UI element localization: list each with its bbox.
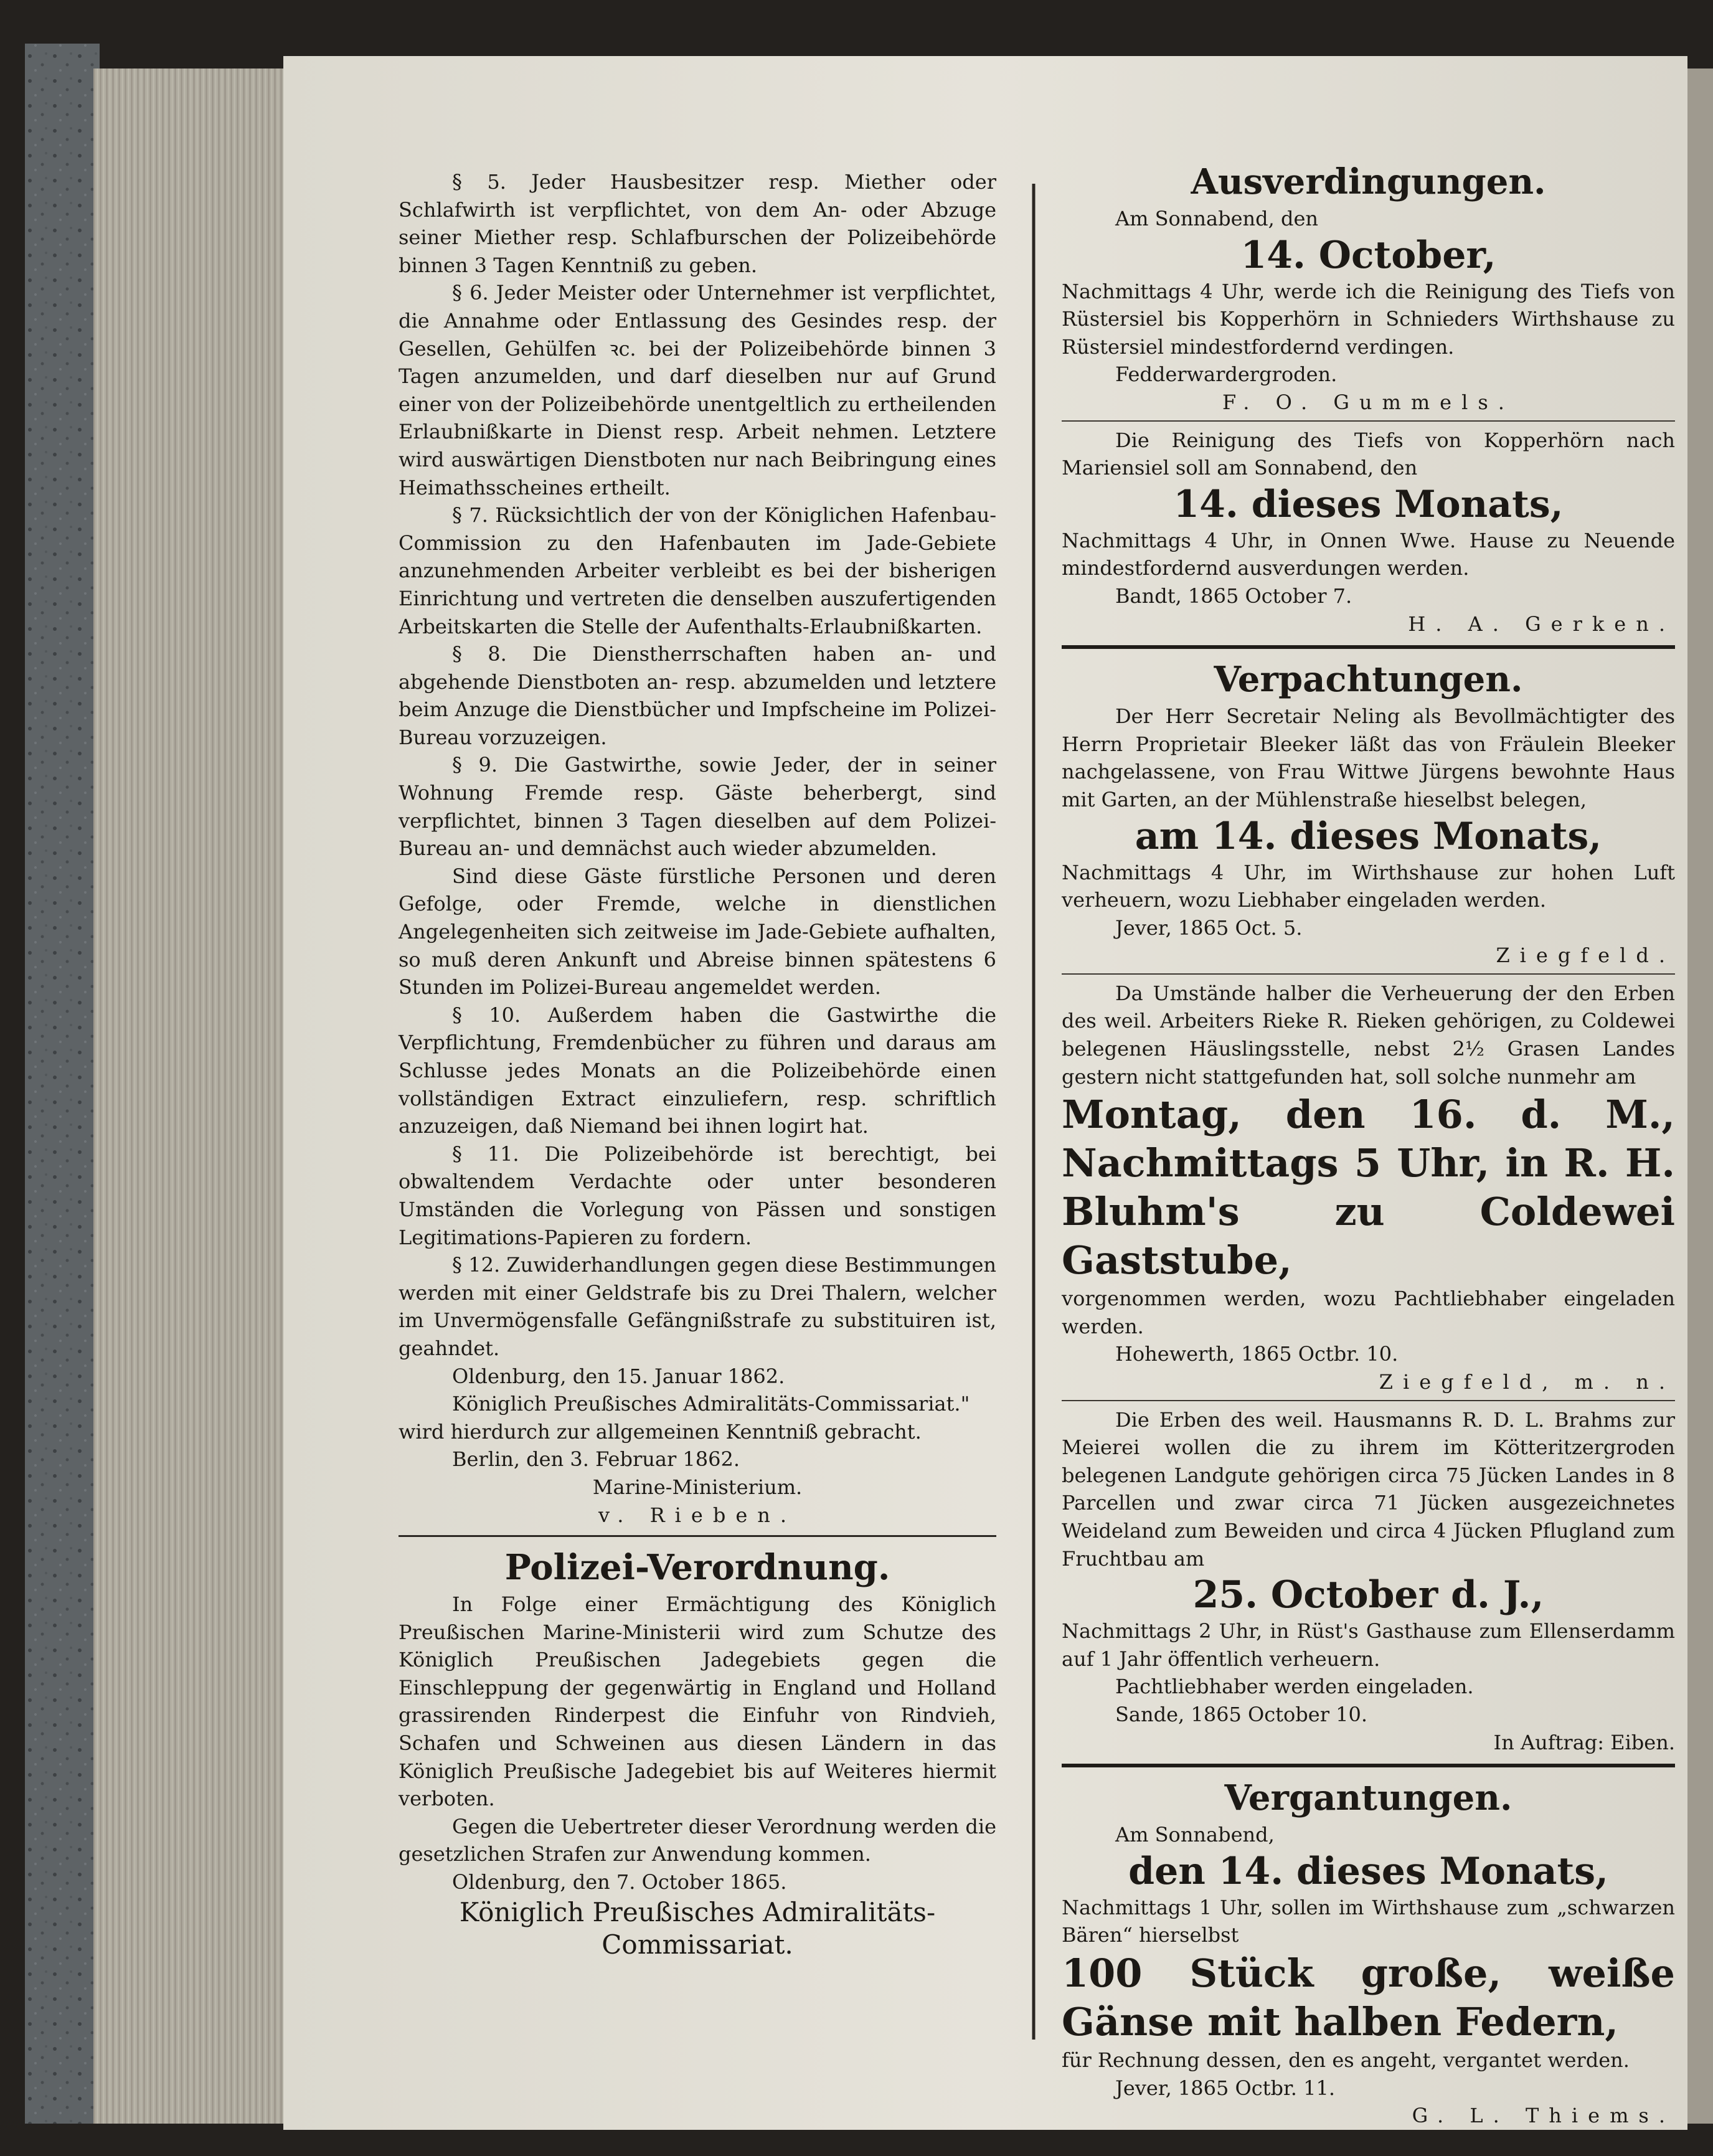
police-date: Oldenburg, den 7. October 1865. xyxy=(452,1870,787,1894)
verpachtung-1-text: Der Herr Secretair Neling als Bevollmächtigter des Herrn Proprietair Bleeker läßt das von Fräulein Bleeker nachgelassene, von Frau Wittwe Jürgens bewohnte Haus mit Garten, an der Mühlenstraße hieselbst belegen, xyxy=(1062,704,1675,811)
divider xyxy=(1062,420,1675,422)
left-column xyxy=(399,168,996,1961)
closing-authority: Königlich Preußisches Admiralitäts-Commissariat." xyxy=(452,1392,970,1416)
verpachtung-2-text: Da Umstände halber die Verheuerung der den Erben des weil. Arbeiters Rieke R. Rieken gehörigen, zu Coldewei belegenen Häuslingsstelle, nebst 2½ Grasen Landes gestern nicht stattgefunden hat, soll solche nunmehr am xyxy=(1062,981,1675,1089)
verpachtung-3-invite: Pachtliebhaber werden eingeladen. xyxy=(1115,1675,1474,1699)
section-divider xyxy=(1062,1764,1675,1767)
vergantung-1-signature: G. L. Thiems. xyxy=(1412,2104,1675,2128)
verpachtung-1-date: am 14. dieses Monats, xyxy=(1135,814,1602,858)
heading-verpachtungen: Verpachtungen. xyxy=(1214,659,1523,701)
verpachtung-2-place-date: Hohewerth, 1865 Octbr. 10. xyxy=(1115,1342,1399,1366)
vergantung-1-intro: Am Sonnabend, xyxy=(1115,1823,1275,1847)
verpachtung-3-date: 25. October d. J., xyxy=(1192,1573,1544,1617)
verpachtung-1-signature: Ziegfeld. xyxy=(1496,943,1675,968)
verpachtung-1-text2: Nachmittags 4 Uhr, im Wirthshause zur hohen Luft verheuern, wozu Liebhaber eingeladen werden. xyxy=(1062,860,1675,912)
vergantung-1-goods: 100 Stück große, weiße Gänse mit halben Federn, xyxy=(1062,1950,1675,2045)
verpachtung-2-date: Montag, den 16. d. M., Nachmittags 5 Uhr, in R. H. Bluhm's zu Coldewei Gaststube, xyxy=(1062,1092,1675,1284)
paragraph-section-5: § 5. Jeder Hausbesitzer resp. Miether oder Schlafwirth ist verpflichtet, von dem An- oder Abzuge seiner Miether resp. Schlafburschen der Polizeibehörde binnen 3 Tagen Kenntniß zu geben. xyxy=(399,170,996,277)
ausverdingung-2-signature: H. A. Gerken. xyxy=(1408,612,1675,636)
verpachtung-3-text2: Nachmittags 2 Uhr, in Rüst's Gasthause zum Ellenserdamm auf 1 Jahr öffentlich verheuern. xyxy=(1062,1619,1675,1671)
paragraph-section-9: § 9. Die Gastwirthe, sowie Jeder, der in seiner Wohnung Fremde resp. Gäste beherbergt, sind verpflichtet, binnen 3 Tagen dieselben auf dem Polizei-Bureau an- und demnächst auch wieder abzumelden. xyxy=(399,753,996,861)
ausverdingung-1-signature: F. O. Gummels. xyxy=(1222,390,1514,414)
closing-note: wird hierdurch zur allgemeinen Kenntniß gebracht. xyxy=(399,1419,922,1444)
ausverdingung-2-date: 14. dieses Monats, xyxy=(1173,482,1564,526)
ausverdingung-1-place: Fedderwardergroden. xyxy=(1115,362,1338,387)
paragraph-section-11: § 11. Die Polizeibehörde ist berechtigt, bei obwaltendem Verdachte oder unter besonderen Umständen die Vorlegung von Pässen und sonstigen Legitimations-Papieren zu fordern. xyxy=(399,1142,996,1249)
police-authority-line2: Commissariat. xyxy=(602,1929,793,1960)
closing-ministry: Marine-Ministerium. xyxy=(592,1475,803,1499)
ausverdingung-2-place-date: Bandt, 1865 October 7. xyxy=(1115,584,1352,608)
right-column xyxy=(1062,159,1675,2130)
vergantung-1-text2: für Rechnung dessen, den es angeht, vergantet werden. xyxy=(1062,2048,1630,2072)
section-divider xyxy=(1062,645,1675,649)
vergantung-1-text: Nachmittags 1 Uhr, sollen im Wirthshause zum „schwarzen Bären“ hierselbst xyxy=(1062,1895,1675,1947)
ausverdingung-1-date: 14. October, xyxy=(1240,233,1496,277)
paragraph-section-7: § 7. Rücksichtlich der von der Königlichen Hafenbau-Commission zu den Hafenbauten im Jade-Gebiete anzunehmenden Arbeiter verbleibt es bei der bisherigen Einrichtung und vertreten die denselben auszufertigenden Arbeitskarten die Stelle der Aufenthalts-Erlaubnißkarten. xyxy=(399,503,996,638)
paragraph-section-10: § 10. Außerdem haben die Gastwirthe die Verpflichtung, Fremdenbücher zu führen und daraus am Schlusse jedes Monats an die Polizeibehörde einen vollständigen Extract einzuliefern, resp. schriftlich anzuzeigen, daß Niemand bei ihnen logirt hat. xyxy=(399,1003,996,1138)
ausverdingung-1-text: Nachmittags 4 Uhr, werde ich die Reinigung des Tiefs von Rüstersiel bis Kopperhörn in Schnieders Wirthshause zu Rüstersiel mindestfordernd verdingen. xyxy=(1062,279,1675,359)
verpachtung-2-text2: vorgenommen werden, wozu Pachtliebhaber eingeladen werden. xyxy=(1062,1287,1675,1338)
police-text: In Folge einer Ermächtigung des Königlich Preußischen Marine-Ministerii wird zum Schutze des Königlich Preußischen Jadegebiets gegen die Einschleppung der gegenwärtig in England und Holland grassirenden Rinderpest die Einfuhr von Rindvieh, Schafen und Schweinen aus diesen Ländern in das Königlich Preußische Jadegebiet bis auf Weiteres hiermit verboten. xyxy=(399,1592,996,1811)
ausverdingung-2-text2: Nachmittags 4 Uhr, in Onnen Wwe. Hause zu Neuende mindestfordernd ausverdungen werden. xyxy=(1062,528,1675,580)
divider xyxy=(1062,973,1675,975)
verpachtung-1-place-date: Jever, 1865 Oct. 5. xyxy=(1115,915,1303,940)
ausverdingung-2-text: Die Reinigung des Tiefs von Kopperhörn nach Mariensiel soll am Sonnabend, den xyxy=(1062,428,1675,480)
heading-ausverdingungen: Ausverdingungen. xyxy=(1191,161,1546,202)
closing-place-date: Oldenburg, den 15. Januar 1862. xyxy=(452,1364,785,1388)
section-divider xyxy=(399,1535,996,1537)
police-heading: Polizei-Verordnung. xyxy=(504,1547,890,1589)
heading-vergantungen: Vergantungen. xyxy=(1224,1777,1512,1819)
paragraph-section-12: § 12. Zuwiderhandlungen gegen diese Bestimmungen werden mit einer Geldstrafe bis zu Drei Thalern, welcher im Unvermögensfalle Gefängnißstrafe zu substituiren ist, geahndet. xyxy=(399,1253,996,1360)
verpachtung-2-signature: Ziegfeld, m. n. xyxy=(1379,1370,1675,1394)
vergantung-1-place-date: Jever, 1865 Octbr. 11. xyxy=(1115,2076,1336,2100)
police-authority-line1: Königlich Preußisches Admiralitäts- xyxy=(459,1896,936,1927)
ausverdingung-1-intro: Am Sonnabend, den xyxy=(1115,207,1318,230)
paragraph-section-9-guests: Sind diese Gäste fürstliche Personen und deren Gefolge, oder Fremde, welche in dienstlichen Angelegenheiten sich zeitweise im Jade-Gebiete aufhalten, so muß deren Ankunft und Abreise binnen spätestens 6 Stunden im Polizei-Bureau angemeldet werden. xyxy=(399,864,996,1000)
paragraph-section-6: § 6. Jeder Meister oder Unternehmer ist verpflichtet, die Annahme oder Entlassung des Gesindes resp. der Gesellen, Gehülfen ꝛc. bei der Polizeibehörde binnen 3 Tagen anzumelden, und darf dieselben nur auf Grund einer von der Polizeibehörde unentgeltlich zu ertheilenden Erlaubnißkarte in Dienst resp. Arbeit nehmen. Letztere wird auswärtigen Dienstboten nur nach Beibringung eines Heimathsscheines ertheilt. xyxy=(399,281,996,499)
verpachtung-3-place-date: Sande, 1865 October 10. xyxy=(1115,1702,1368,1726)
verpachtung-3-signature: In Auftrag: Eiben. xyxy=(1493,1730,1675,1754)
closing-signature: v. Rieben. xyxy=(598,1503,797,1527)
book-cover xyxy=(25,44,100,2124)
vergantung-1-date: den 14. dieses Monats, xyxy=(1128,1849,1608,1893)
divider xyxy=(1062,1400,1675,1401)
closing-berlin-date: Berlin, den 3. Februar 1862. xyxy=(452,1447,740,1472)
paragraph-section-8: § 8. Die Dienstherrschaften haben an- und abgehende Dienstboten an- resp. abzumelden und letztere beim Anzuge die Dienstbücher und Impfscheine im Polizei-Bureau vorzuzeigen. xyxy=(399,642,996,749)
police-text-penalty: Gegen die Uebertreter dieser Verordnung werden die gesetzlichen Strafen zur Anwendung kommen. xyxy=(399,1814,996,1866)
verpachtung-3-text: Die Erben des weil. Hausmanns R. D. L. Brahms zur Meierei wollen die zu ihrem im Kötteritzergroden belegenen Landgute gehörigen circa 75 Jücken Landes in 8 Parcellen und zwar circa 71 Jücken ausgezeichnetes Weideland zum Beweiden und circa 4 Jücken Pflugland zum Fruchtbau am xyxy=(1062,1407,1675,1571)
